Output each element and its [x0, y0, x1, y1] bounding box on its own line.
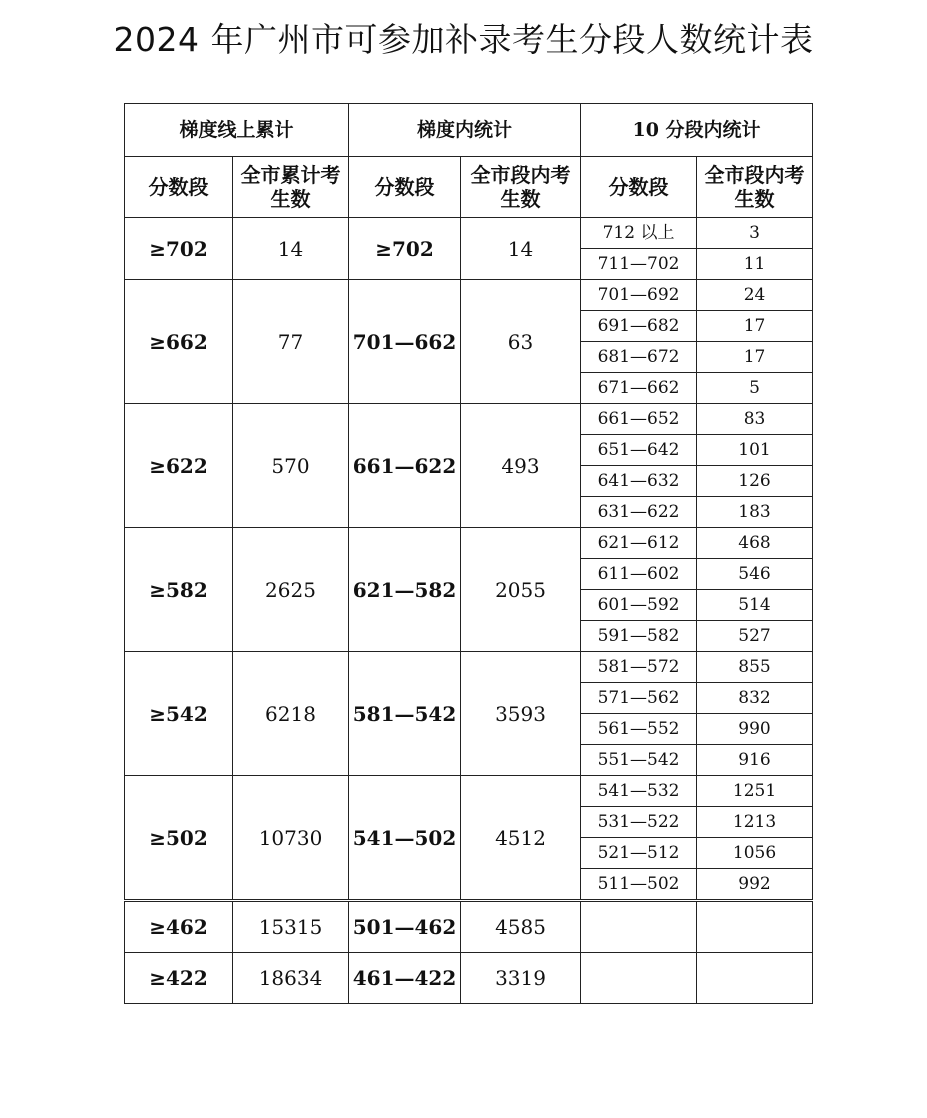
column-header-in-segment: 全市段内考生数 [697, 157, 813, 218]
cumulative-count-cell: 14 [233, 218, 349, 280]
column-header-score: 分数段 [349, 157, 461, 218]
sub-count-cell: 126 [697, 466, 813, 497]
gradient-line-cell: ≥662 [125, 280, 233, 404]
sub-count-cell: 11 [697, 249, 813, 280]
column-header-score: 分数段 [125, 157, 233, 218]
gradient-range-cell: 621—582 [349, 528, 461, 652]
sub-range-cell: 611—602 [581, 559, 697, 590]
score-distribution-table [124, 103, 813, 1004]
gradient-range-cell: 461—422 [349, 953, 461, 1004]
gradient-count-cell: 63 [461, 280, 581, 404]
gradient-count-cell: 493 [461, 404, 581, 528]
sub-range-cell: 541—532 [581, 776, 697, 807]
gradient-count-cell: 4512 [461, 776, 581, 901]
table-row [125, 901, 813, 953]
empty-cell [581, 953, 697, 1004]
sub-range-cell: 681—672 [581, 342, 697, 373]
sub-range-cell: 521—512 [581, 838, 697, 869]
sub-range-cell: 621—612 [581, 528, 697, 559]
empty-cell [697, 953, 813, 1004]
gradient-range-cell: 661—622 [349, 404, 461, 528]
cumulative-count-cell: 15315 [233, 901, 349, 953]
sub-count-cell: 3 [697, 218, 813, 249]
sub-range-cell: 591—582 [581, 621, 697, 652]
sub-count-cell: 1213 [697, 807, 813, 838]
sub-count-cell: 1251 [697, 776, 813, 807]
gradient-line-cell: ≥582 [125, 528, 233, 652]
sub-count-cell: 514 [697, 590, 813, 621]
gradient-range-cell: 501—462 [349, 901, 461, 953]
table-row [125, 953, 813, 1004]
sub-range-cell: 671—662 [581, 373, 697, 404]
page-title: 2024 年广州市可参加补录考生分段人数统计表 [113, 20, 814, 59]
sub-range-cell: 641—632 [581, 466, 697, 497]
sub-count-cell: 527 [697, 621, 813, 652]
sub-range-cell: 651—642 [581, 435, 697, 466]
gradient-count-cell: 2055 [461, 528, 581, 652]
sub-count-cell: 1056 [697, 838, 813, 869]
table-row [125, 528, 813, 559]
sub-count-cell: 992 [697, 869, 813, 901]
sub-count-cell: 5 [697, 373, 813, 404]
group-header-row [125, 104, 813, 157]
gradient-range-cell: 541—502 [349, 776, 461, 901]
cumulative-count-cell: 77 [233, 280, 349, 404]
gradient-line-cell: ≥702 [125, 218, 233, 280]
sub-range-cell: 712 以上 [581, 218, 697, 249]
gradient-count-cell: 3319 [461, 953, 581, 1004]
gradient-count-cell: 4585 [461, 901, 581, 953]
column-header-in-segment: 全市段内考生数 [461, 157, 581, 218]
sub-range-cell: 631—622 [581, 497, 697, 528]
column-header-cumulative: 全市累计考生数 [233, 157, 349, 218]
table-row [125, 280, 813, 311]
gradient-range-cell: ≥702 [349, 218, 461, 280]
sub-range-cell: 531—522 [581, 807, 697, 838]
cumulative-count-cell: 2625 [233, 528, 349, 652]
gradient-line-cell: ≥542 [125, 652, 233, 776]
group-header-gradient: 梯度内统计 [349, 104, 581, 157]
sub-count-cell: 24 [697, 280, 813, 311]
sub-range-cell: 511—502 [581, 869, 697, 901]
sub-range-cell: 561—552 [581, 714, 697, 745]
table-row [125, 404, 813, 435]
sub-count-cell: 855 [697, 652, 813, 683]
sub-count-cell: 832 [697, 683, 813, 714]
gradient-line-cell: ≥422 [125, 953, 233, 1004]
column-header-row [125, 157, 813, 218]
sub-range-cell: 711—702 [581, 249, 697, 280]
empty-cell [581, 901, 697, 953]
sub-count-cell: 183 [697, 497, 813, 528]
table-row [125, 652, 813, 683]
sub-range-cell: 571—562 [581, 683, 697, 714]
sub-count-cell: 468 [697, 528, 813, 559]
cumulative-count-cell: 18634 [233, 953, 349, 1004]
sub-range-cell: 691—682 [581, 311, 697, 342]
sub-count-cell: 916 [697, 745, 813, 776]
gradient-line-cell: ≥622 [125, 404, 233, 528]
column-header-score: 分数段 [581, 157, 697, 218]
table-row [125, 776, 813, 807]
sub-count-cell: 17 [697, 342, 813, 373]
sub-range-cell: 601—592 [581, 590, 697, 621]
gradient-range-cell: 581—542 [349, 652, 461, 776]
cumulative-count-cell: 6218 [233, 652, 349, 776]
sub-count-cell: 546 [697, 559, 813, 590]
sub-count-cell: 990 [697, 714, 813, 745]
group-header-ten-point: 10 分段内统计 [581, 104, 813, 157]
sub-count-cell: 101 [697, 435, 813, 466]
sub-range-cell: 581—572 [581, 652, 697, 683]
gradient-line-cell: ≥462 [125, 901, 233, 953]
sub-count-cell: 83 [697, 404, 813, 435]
empty-cell [697, 901, 813, 953]
sub-count-cell: 17 [697, 311, 813, 342]
gradient-count-cell: 3593 [461, 652, 581, 776]
cumulative-count-cell: 10730 [233, 776, 349, 901]
sub-range-cell: 661—652 [581, 404, 697, 435]
gradient-line-cell: ≥502 [125, 776, 233, 901]
sub-range-cell: 551—542 [581, 745, 697, 776]
group-header-cumulative: 梯度线上累计 [125, 104, 349, 157]
gradient-range-cell: 701—662 [349, 280, 461, 404]
gradient-count-cell: 14 [461, 218, 581, 280]
table-row [125, 218, 813, 249]
cumulative-count-cell: 570 [233, 404, 349, 528]
sub-range-cell: 701—692 [581, 280, 697, 311]
